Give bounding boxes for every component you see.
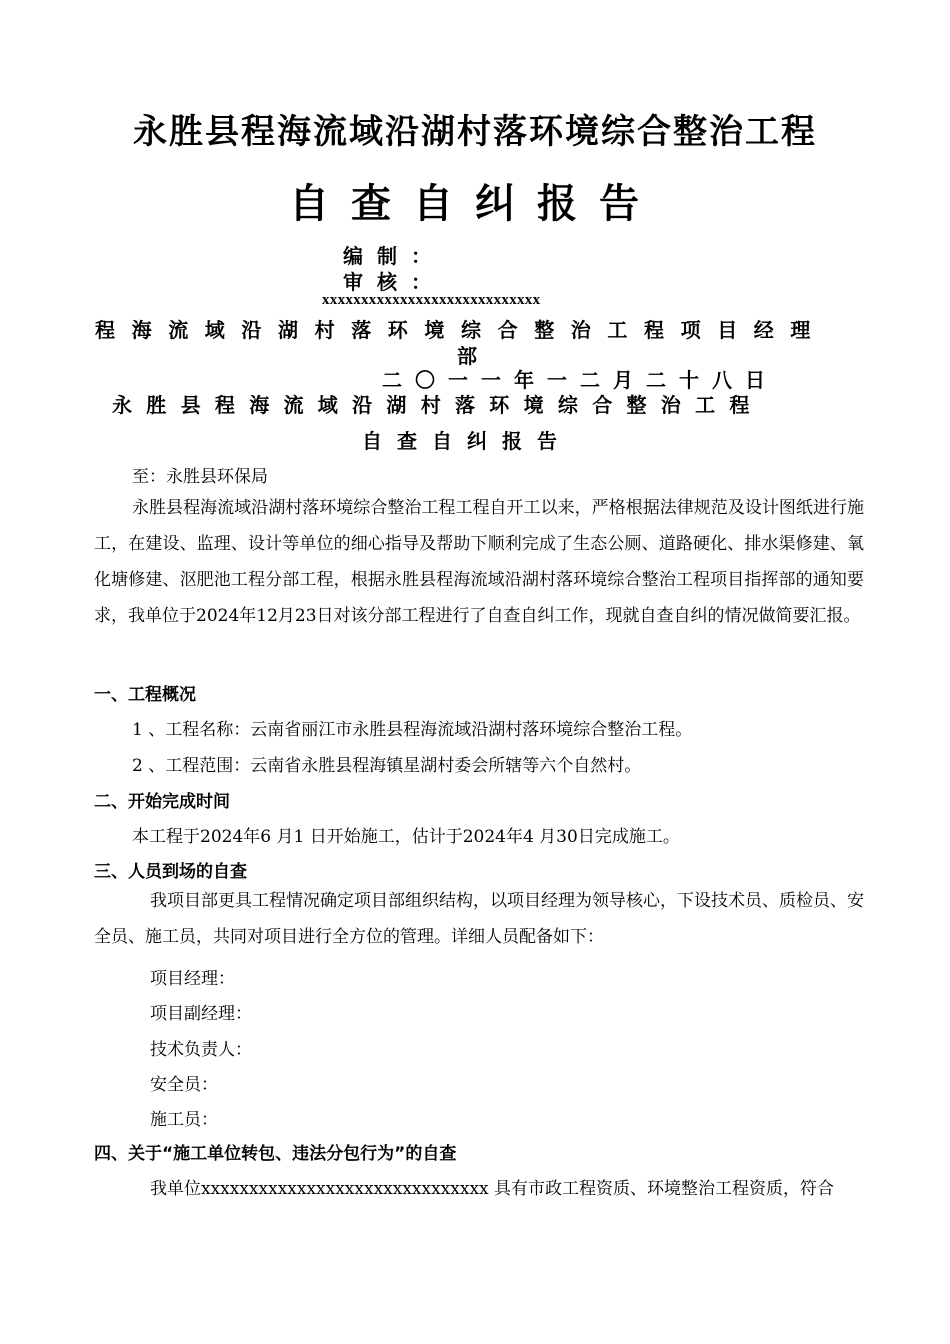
- cover-title-line2: 自查自纠报告: [289, 181, 661, 227]
- staff-construction-officer: 施工员：: [150, 1110, 218, 1130]
- section2-text: 本工程于2024年6 月1 日开始施工，估计于2024年4 月30日完成施工。: [132, 827, 680, 847]
- department-name-tail: 部: [457, 344, 477, 368]
- section1-heading: 一、工程概况: [94, 685, 196, 705]
- section3-heading: 三、人员到场的自查: [94, 862, 247, 882]
- staff-technical-lead: 技术负责人：: [150, 1040, 252, 1060]
- report-date: 二〇一一年一二月二十八日: [382, 368, 778, 392]
- staff-safety-officer: 安全员：: [150, 1075, 218, 1095]
- department-name: 程海流域沿湖村落环境综合整治工程项目经理: [95, 318, 827, 342]
- addressee: 至：永胜县环保局: [132, 467, 268, 487]
- section4-text: 我单位xxxxxxxxxxxxxxxxxxxxxxxxxxxxxx 具有市政工程资质、环境整治工程资质，符合: [150, 1179, 835, 1199]
- intro-paragraph: 永胜县程海流域沿湖村落环境综合整治工程工程自开工以来，严格根据法律规范及设计图纸进行施工，在建设、监理、设计等单位的细心指导及帮助下顺利完成了生态公厕、道路硬化、排水渠修建、氧化塘修建、沤肥池工程分部工程，根据永胜县程海流域沿湖村落环境综合整治工程项目指挥部的通知要求，我单位于2024年12月23日对该分部工程进行了自查自纠工作，现就自查自纠的情况做简要汇报。: [94, 498, 864, 626]
- section4-heading: 四、关于“施工单位转包、违法分包行为”的自查: [94, 1144, 457, 1164]
- report-title-line2: 自查自纠报告: [362, 429, 572, 453]
- section1-item2: 2 、工程范围：云南省永胜县程海镇星湖村委会所辖等六个自然村。: [132, 756, 642, 776]
- compiler-label: 编制：: [343, 244, 445, 268]
- section1-item1: 1 、工程名称：云南省丽江市永胜县程海流域沿湖村落环境综合整治工程。: [132, 720, 693, 740]
- section3-text: 我项目部更具工程情况确定项目部组织结构，以项目经理为领导核心，下设技术员、质检员、安全员、施工员，共同对项目进行全方位的管理。详细人员配备如下：: [94, 891, 864, 947]
- report-title-line1: 永胜县程海流域沿湖村落环境综合整治工程: [112, 393, 764, 417]
- reviewer-label: 审核：: [343, 270, 445, 294]
- staff-deputy-manager: 项目副经理：: [150, 1004, 252, 1024]
- section2-heading: 二、开始完成时间: [94, 792, 230, 812]
- placeholder-x-line: xxxxxxxxxxxxxxxxxxxxxxxxxxxx: [322, 292, 541, 308]
- staff-project-manager: 项目经理：: [150, 969, 235, 989]
- cover-title-line1: 永胜县程海流域沿湖村落环境综合整治工程: [133, 112, 817, 152]
